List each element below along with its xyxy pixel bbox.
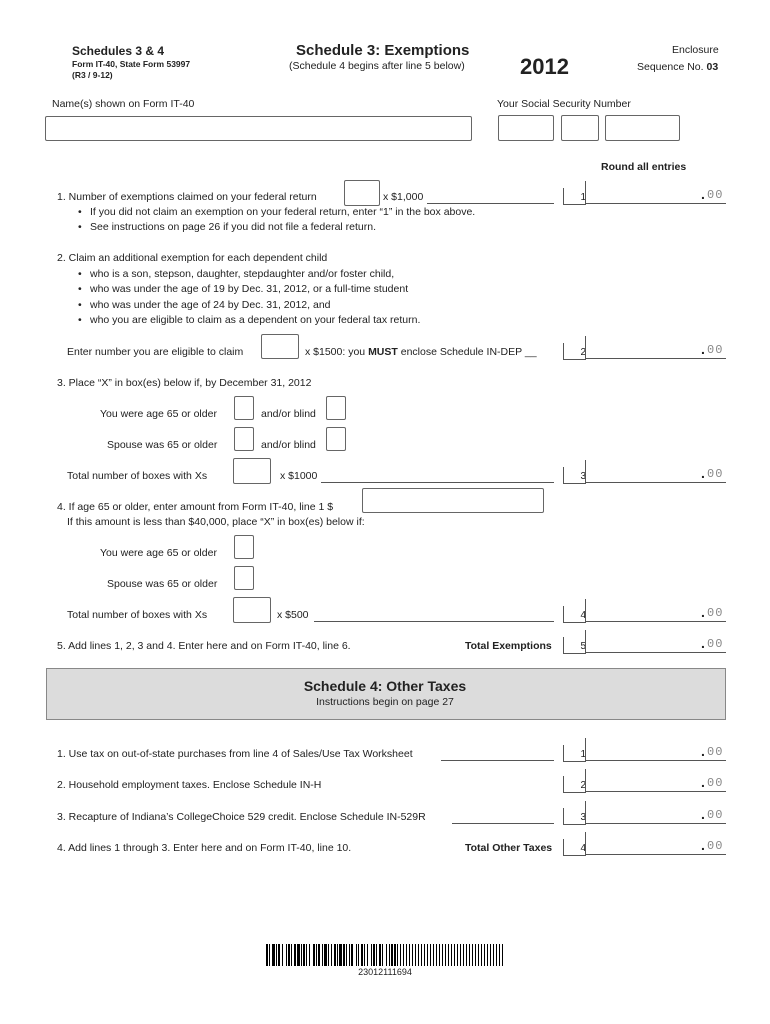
s3-line3-spouse-blind-checkbox[interactable] [326,427,346,451]
decimal-point: . [701,743,705,759]
s3-line4-total-field[interactable] [233,597,271,623]
s3-line5-num: 5 [580,641,586,652]
decimal-point: . [701,465,705,481]
s3-line1-count-field[interactable] [344,180,380,206]
s3-line4-text: 4. If age 65 or older, enter amount from Form IT-40, line 1 $ [57,501,334,513]
s3-line2-text: 2. Claim an additional exemption for each dependent child [57,252,328,264]
total-other-taxes-label: Total Other Taxes [465,842,553,854]
s4-line2-cents: 00 [707,776,724,790]
decimal-point: . [701,635,705,651]
s3-line4-leader [314,621,554,622]
s3-line4-cents: 00 [707,606,724,620]
s3-line4-you-checkbox[interactable] [234,535,254,559]
s3-line4-num: 4 [580,610,586,621]
s3-line1-multiplier: x $1,000 [383,191,424,203]
s3-line1-text: 1. Number of exemptions claimed on your federal return [57,191,317,203]
decimal-point: . [701,341,705,357]
s3-line3-spouse-label: Spouse was 65 or older [107,439,218,451]
schedules-label: Schedules 3 & 4 [72,44,165,58]
names-field[interactable] [45,116,472,141]
ssn-part2-field[interactable] [561,115,599,141]
s3-line3-text: 3. Place “X” in box(es) below if, by December 31, 2012 [57,377,312,389]
s4-line3-cents: 00 [707,808,724,822]
s3-line3-total-field[interactable] [233,458,271,484]
s4-line1-leader [441,760,554,761]
decimal-point: . [701,774,705,790]
s4-line1-num: 1 [580,749,586,760]
s3-line2-multiplier: x $1500: you MUST enclose Schedule IN-DEP __ [305,346,537,358]
s3-line1-leader [427,203,554,204]
round-entries-note: Round all entries [601,161,687,173]
s3-line2-cents: 00 [707,343,724,357]
s4-line4-cents: 00 [707,839,724,853]
s4-line1-cents: 00 [707,745,724,759]
s3-line3-spouse-blind-label: and/or blind [261,439,316,451]
sequence-number: Sequence No. 03 [637,61,719,73]
s3-line2-bullet-2: • who was under the age of 19 by Dec. 31, 2012, or a full-time student [78,283,408,296]
s3-line4-multiplier: x $500 [277,609,309,621]
s3-line3-spouse-65-checkbox[interactable] [234,427,254,451]
ssn-part3-field[interactable] [605,115,680,141]
form-number: Form IT-40, State Form 53997 [72,59,191,69]
schedule4-title: Schedule 4: Other Taxes [303,678,467,694]
s3-line4-total-label: Total number of boxes with Xs [67,609,208,621]
s3-line2-count-field[interactable] [261,334,299,359]
tax-year: 2012 [520,54,569,79]
barcode-icon [266,944,505,966]
s3-line2-bullet-1: • who is a son, stepson, daughter, stepdaughter and/or foster child, [78,268,394,281]
decimal-point: . [701,806,705,822]
s4-line4-text: 4. Add lines 1 through 3. Enter here and on Form IT-40, line 10. [57,842,352,854]
s3-line3-num: 3 [580,471,586,482]
barcode-number: 23012111694 [358,967,412,977]
s4-line2-num: 2 [580,780,586,791]
page-subtitle: (Schedule 4 begins after line 5 below) [289,60,465,72]
s3-line3-leader [321,482,554,483]
s3-line3-you-65-checkbox[interactable] [234,396,254,420]
decimal-point: . [701,837,705,853]
s3-line4-text2: If this amount is less than $40,000, place “X” in box(es) below if: [67,516,365,528]
ssn-label: Your Social Security Number [497,98,631,110]
s3-line2-enter-label: Enter number you are eligible to claim [67,346,244,358]
s3-line1-bullet-1: • If you did not claim an exemption on your federal return, enter “1” in the box above. [78,206,475,219]
s3-line4-agi-field[interactable] [362,488,544,513]
s3-line3-blind-label: and/or blind [261,408,316,420]
total-exemptions-label: Total Exemptions [465,640,552,652]
sequence-value: 03 [706,61,719,73]
s3-line1-cents: 00 [707,188,724,202]
schedule4-header-band [46,668,726,720]
s3-line3-you-label: You were age 65 or older [100,408,217,420]
form-revision: (R3 / 9-12) [72,70,113,80]
s4-line4-num: 4 [580,843,586,854]
s3-line3-you-blind-checkbox[interactable] [326,396,346,420]
decimal-point: . [701,604,705,620]
s3-line5-cents: 00 [707,637,724,651]
s4-line2-text: 2. Household employment taxes. Enclose Schedule IN-H [57,779,322,791]
s3-line4-spouse-label: Spouse was 65 or older [107,578,218,590]
s3-line3-cents: 00 [707,467,724,481]
s4-line1-text: 1. Use tax on out-of-state purchases from line 4 of Sales/Use Tax Worksheet [57,748,413,760]
s3-line1-num: 1 [580,192,586,203]
names-label: Name(s) shown on Form IT-40 [52,98,195,110]
s3-line4-you-label: You were age 65 or older [100,547,217,559]
s3-line4-spouse-checkbox[interactable] [234,566,254,590]
s3-line2-num: 2 [580,347,586,358]
s3-line2-bullet-4: • who you are eligible to claim as a dependent on your federal tax return. [78,314,420,327]
s3-line3-multiplier: x $1000 [280,470,318,482]
s3-line1-bullet-2: • See instructions on page 26 if you did not file a federal return. [78,221,376,234]
enclosure-label: Enclosure [672,44,719,56]
s3-line3-total-label: Total number of boxes with Xs [67,470,208,482]
s3-line2-bullet-3: • who was under the age of 24 by Dec. 31, 2012, and [78,299,331,312]
s4-line3-leader [452,823,554,824]
ssn-part1-field[interactable] [498,115,554,141]
s4-line3-num: 3 [580,812,586,823]
schedule4-subtitle: Instructions begin on page 27 [316,696,454,708]
page-title: Schedule 3: Exemptions [296,42,470,59]
s3-line5-text: 5. Add lines 1, 2, 3 and 4. Enter here and on Form IT-40, line 6. [57,640,351,652]
s4-line3-text: 3. Recapture of Indiana’s CollegeChoice 529 credit. Enclose Schedule IN-529R [57,811,426,823]
decimal-point: . [701,186,705,202]
